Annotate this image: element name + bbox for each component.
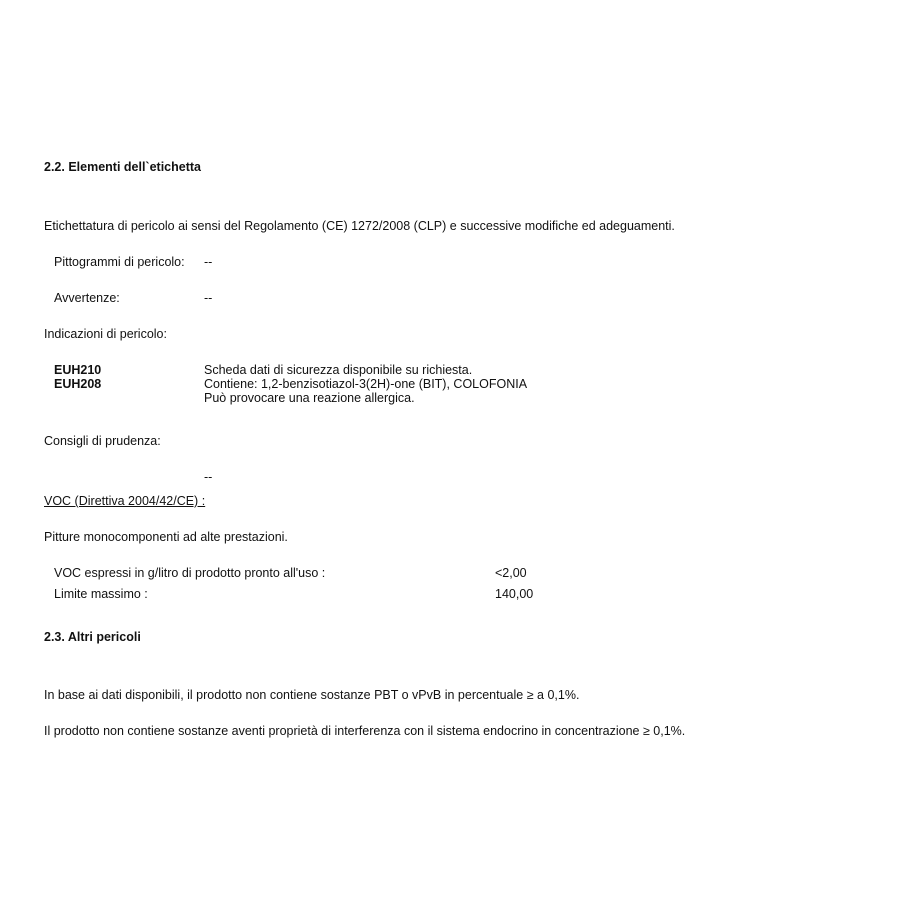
other-hazards-paragraph-1: In base ai dati disponibili, il prodotto non contiene sostanze PBT o vPvB in percentuale ≥ a 0,1%. (44, 688, 580, 702)
hazard-text: Contiene: 1,2-benzisotiazol-3(2H)-one (BIT), COLOFONIA (204, 377, 528, 391)
labelling-intro: Etichettatura di pericolo ai sensi del Regolamento (CE) 1272/2008 (CLP) e successive modifiche ed adeguamenti. (44, 219, 675, 233)
hazard-statements-label: Indicazioni di pericolo: (44, 327, 167, 341)
precautionary-statements-value: -- (204, 470, 213, 484)
pictograms-label: Pittogrammi di pericolo: (54, 255, 185, 269)
voc-category: Pitture monocomponenti ad alte prestazioni. (44, 530, 288, 544)
voc-row-label: Limite massimo : (54, 587, 148, 601)
section-2-2-title: 2.2. Elementi dell`etichetta (44, 160, 201, 174)
warnings-value: -- (204, 291, 213, 305)
voc-heading: VOC (Direttiva 2004/42/CE) : (44, 494, 206, 508)
warnings-label: Avvertenze: (54, 291, 120, 305)
hazard-code: EUH208 (54, 377, 102, 391)
voc-row-value: <2,00 (495, 566, 527, 580)
voc-row-value: 140,00 (495, 587, 534, 601)
other-hazards-paragraph-2: Il prodotto non contiene sostanze aventi proprietà di interferenza con il sistema endocrino in concentrazione ≥ 0,1%. (44, 724, 686, 738)
voc-row-label: VOC espressi in g/litro di prodotto pronto all'uso : (54, 566, 326, 580)
hazard-code: EUH210 (54, 363, 102, 377)
hazard-text: Scheda dati di sicurezza disponibile su richiesta. (204, 363, 473, 377)
pictograms-value: -- (204, 255, 213, 269)
precautionary-statements-label: Consigli di prudenza: (44, 434, 161, 448)
section-2-3-title: 2.3. Altri pericoli (44, 630, 141, 644)
hazard-extra-text: Può provocare una reazione allergica. (204, 391, 415, 405)
